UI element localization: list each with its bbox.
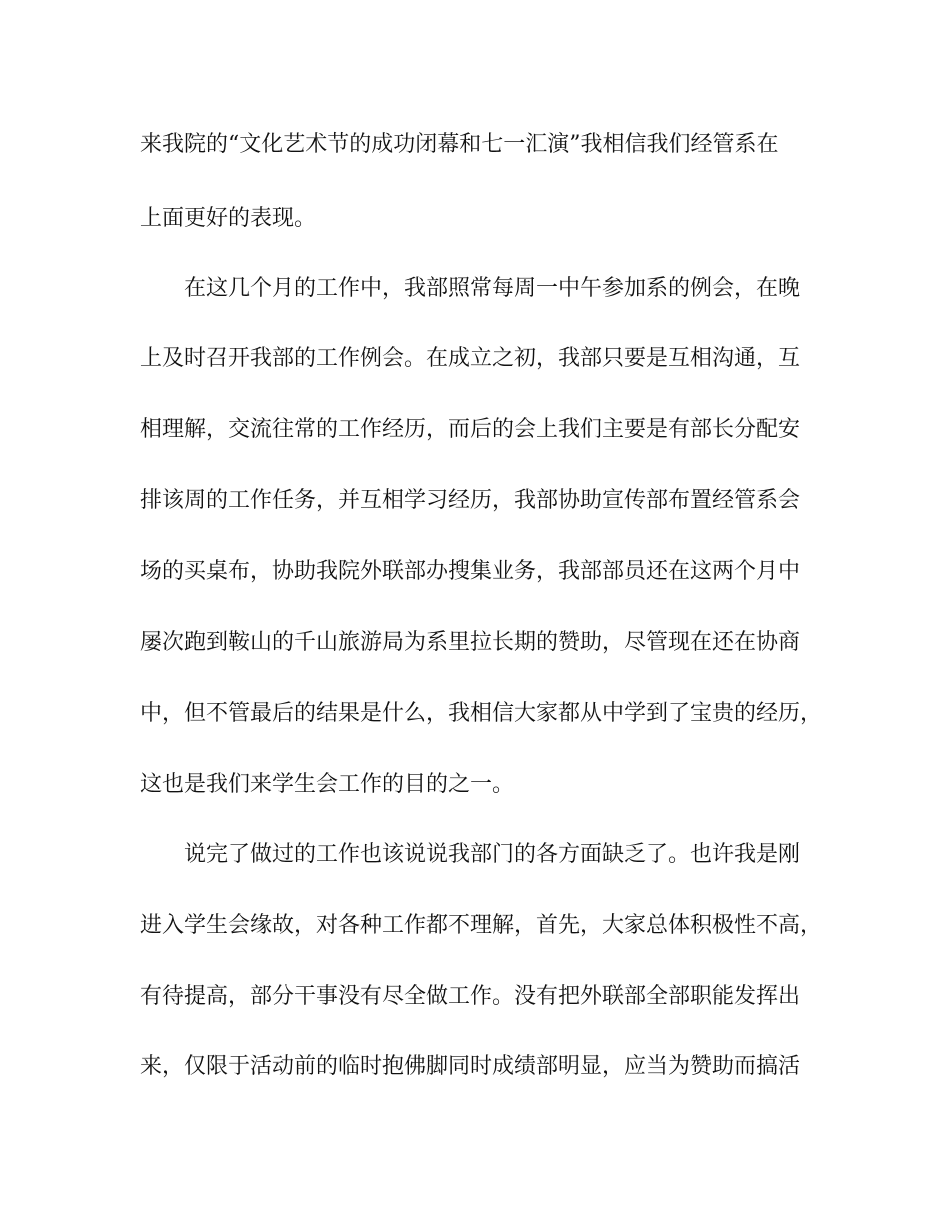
text-line: 排该周的工作任务，并互相学习经历，我部协助宣传部布置经管系会 (140, 488, 801, 513)
text-line: 这也是我们来学生会工作的目的之一。 (140, 772, 515, 797)
text-line: 中，但不管最后的结果是什么，我相信大家都从中学到了宝贵的经历， (140, 701, 823, 726)
text-line: 相理解，交流往常的工作经历，而后的会上我们主要是有部长分配安 (140, 417, 801, 442)
text-line: 在这几个月的工作中，我部照常每周一中午参加系的例会，在晚 (184, 276, 801, 301)
text-line: 上及时召开我部的工作例会。在成立之初，我部只要是互相沟通，互 (140, 346, 801, 371)
text-line: 说完了做过的工作也该说说我部门的各方面缺乏了。也许我是刚 (184, 842, 801, 867)
text-line: 有待提高，部分干事没有尽全做工作。没有把外联部全部职能发挥出 (140, 984, 801, 1009)
text-line: 来，仅限于活动前的临时抱佛脚同时成绩部明显，应当为赞助而搞活 (140, 1054, 801, 1079)
text-line: 上面更好的表现。 (140, 206, 317, 231)
text-line: 来我院的“文化艺术节的成功闭幕和七一汇演”我相信我们经管系在 (140, 132, 779, 157)
text-line: 进入学生会缘故，对各种工作都不理解，首先，大家总体积极性不高， (140, 913, 823, 938)
text-line: 屡次跑到鞍山的千山旅游局为系里拉长期的赞助，尽管现在还在协商 (140, 630, 801, 655)
text-line: 场的买桌布，协助我院外联部办搜集业务，我部部员还在这两个月中 (140, 559, 801, 584)
